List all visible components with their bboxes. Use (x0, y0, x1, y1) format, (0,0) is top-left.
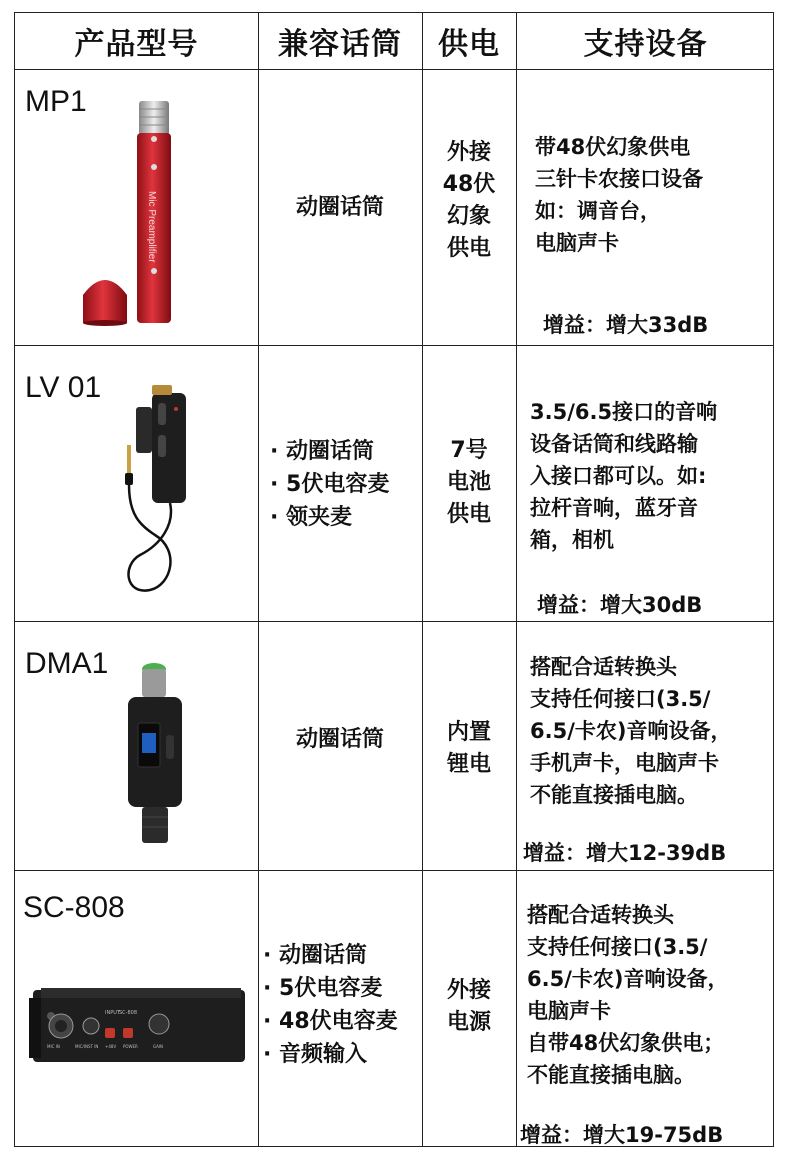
model-name: DMA1 (25, 647, 109, 680)
power-line: 7号 (450, 438, 488, 463)
product-text: +48V (105, 1044, 117, 1049)
column-divider (516, 13, 517, 1146)
power-line: 48伏 (442, 172, 496, 197)
gain-label: 增益：增大30dB (537, 593, 703, 617)
power-line: 外接 (446, 978, 491, 1003)
product-text: POWER (123, 1044, 138, 1049)
device-line: 支持任何接口(3.5/ (530, 687, 711, 711)
power-cell (422, 435, 516, 531)
column-divider (258, 13, 259, 1146)
device-line: 6.5/卡农)音响设备， (530, 719, 732, 743)
mic-item: · 5伏电容麦 (270, 472, 390, 497)
device-line: 如：调音台， (535, 199, 661, 223)
mic-list (270, 435, 389, 534)
power-line: 供电 (446, 236, 491, 261)
mp1-product-image (75, 95, 205, 335)
device-line: 自带48伏幻象供电； (527, 1031, 725, 1055)
row-divider (15, 345, 773, 346)
device-line: 三针卡农接口设备 (535, 167, 703, 191)
power-line: 幻象 (446, 204, 491, 229)
mic-item: · 动圈话筒 (270, 439, 375, 464)
model-name: LV 01 (25, 371, 102, 404)
mic-item: 动圈话筒 (295, 195, 384, 220)
device-line: 搭配合适转换头 (530, 655, 677, 679)
device-line: 不能直接插电脑。 (527, 1063, 695, 1087)
header-mic: 兼容话筒 (278, 27, 402, 62)
header-devices: 支持设备 (583, 27, 708, 62)
gain-label: 增益：增大19-75dB (520, 1123, 724, 1147)
row-divider (15, 69, 773, 70)
mic-item: · 音频输入 (263, 1042, 368, 1067)
mic-list (263, 939, 398, 1071)
mp1-product-label: Mic Preamplifier (146, 191, 157, 263)
power-cell (422, 137, 516, 265)
mic-item: 动圈话筒 (295, 727, 384, 752)
device-line: 带48伏幻象供电 (535, 135, 691, 159)
power-line: 电池 (446, 470, 491, 495)
power-line: 外接 (446, 140, 491, 165)
lv01-product-image (100, 385, 210, 605)
device-line: 箱，相机 (530, 528, 614, 552)
product-text: GAIN (153, 1044, 164, 1049)
mic-item: · 48伏电容麦 (263, 1009, 398, 1034)
mic-item: · 5伏电容麦 (263, 976, 383, 1001)
model-name: SC-808 (23, 891, 125, 924)
row-divider (15, 870, 773, 871)
device-line: 电脑声卡 (535, 231, 619, 255)
mic-item: · 领夹麦 (270, 505, 353, 530)
device-line: 3.5/6.5接口的音响 (530, 400, 718, 424)
header-model: 产品型号 (74, 27, 199, 62)
devices-cell (527, 899, 728, 1091)
header-power: 供电 (438, 27, 500, 62)
mic-list (258, 191, 422, 224)
mic-item: · 动圈话筒 (263, 943, 368, 968)
product-comparison-table (14, 12, 774, 1147)
device-line: 6.5/卡农)音响设备， (527, 967, 729, 991)
gain-label: 增益：增大33dB (543, 313, 709, 337)
device-line: 设备话筒和线路输 (530, 432, 698, 456)
device-line: 手机声卡，电脑声卡 (530, 751, 719, 775)
dma1-product-image (120, 649, 190, 849)
power-cell (422, 975, 516, 1039)
power-cell (422, 717, 516, 781)
devices-cell (535, 131, 703, 259)
mic-list (258, 723, 422, 756)
product-text: SC-808 (119, 1010, 138, 1016)
gain-label: 增益：增大12-39dB (523, 841, 727, 865)
sc808-product-image (25, 978, 250, 1073)
model-name: MP1 (25, 85, 87, 118)
power-line: 供电 (446, 502, 491, 527)
device-line: 搭配合适转换头 (527, 903, 674, 927)
power-line: 内置 (446, 720, 491, 745)
power-line: 锂电 (446, 752, 491, 777)
device-line: 不能直接插电脑。 (530, 783, 698, 807)
devices-cell (530, 651, 731, 811)
power-line: 电源 (446, 1010, 491, 1035)
device-line: 电脑声卡 (527, 999, 611, 1023)
product-text: MIC IN (47, 1044, 60, 1049)
device-line: 入接口都可以。如: (530, 464, 707, 488)
devices-cell (530, 396, 717, 556)
device-line: 拉杆音响，蓝牙音 (530, 496, 698, 520)
product-text: MIC/INST IN (75, 1044, 99, 1049)
device-line: 支持任何接口(3.5/ (527, 935, 708, 959)
row-divider (15, 621, 773, 622)
product-text: INPUT (105, 1010, 120, 1016)
